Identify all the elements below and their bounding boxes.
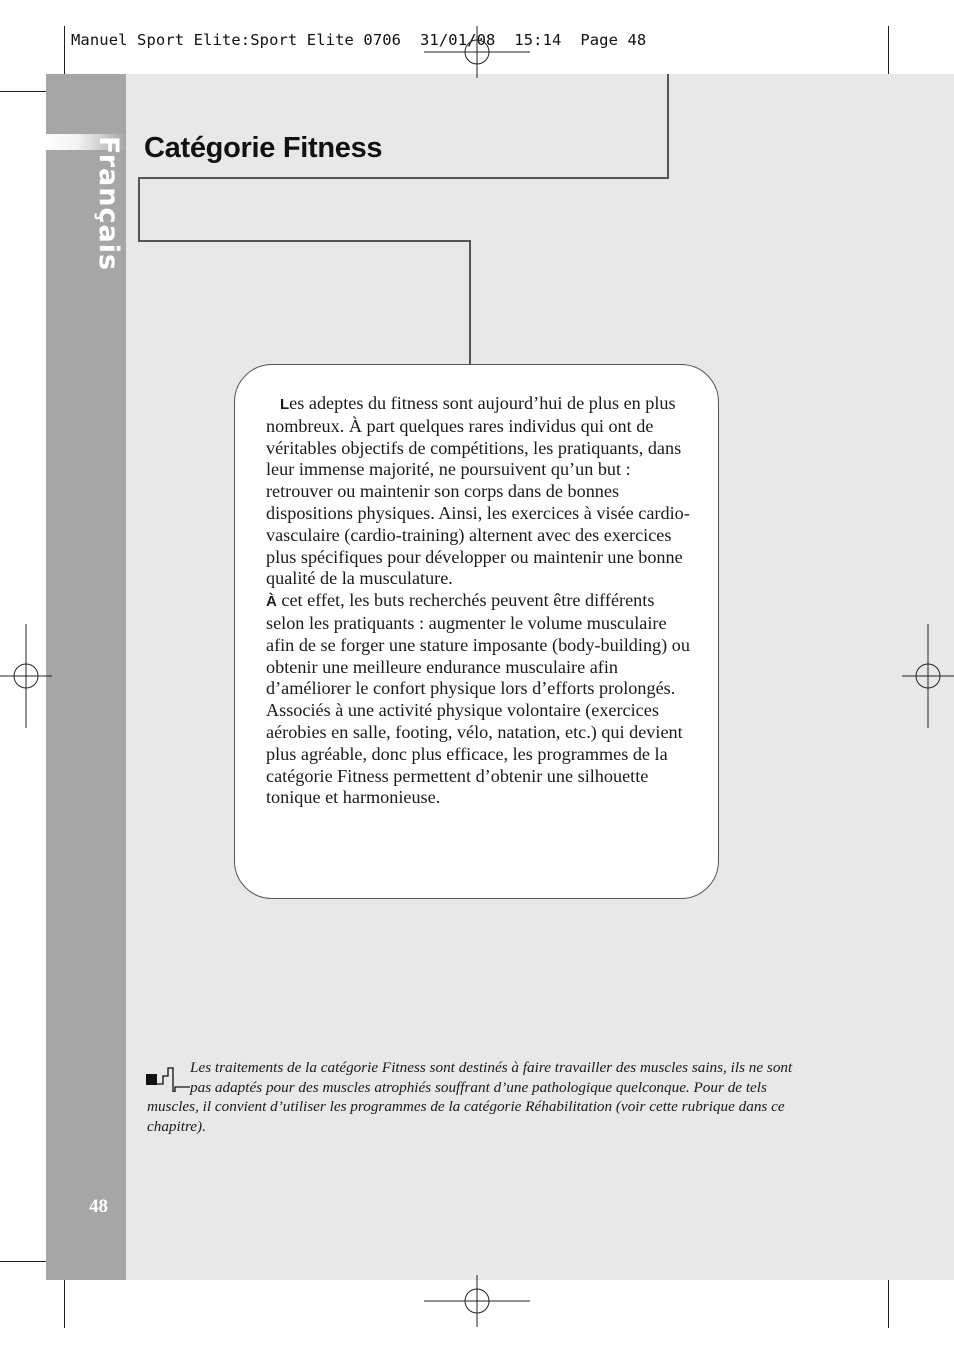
paragraph — [266, 590, 691, 809]
paragraph-text: es adeptes du fitness sont aujourd’hui de plus en plus nombreux. À part quelques rares individus qui ont de véritables objectifs de compétitions, les pratiquants, dans leur immense majorité, ne poursuivent qu’un but : retrouver ou maintenir son corps dans de bonnes dispositions physiques. Ainsi, les exercices à visée cardio-vasculaire (cardio-training) alternent avec des exercices plus spécifiques pour développer ou maintenir une bonne qualité de la musculature. — [266, 393, 690, 589]
crosshair-registration-icon — [902, 624, 954, 728]
initial-letter: L — [280, 396, 290, 413]
frame-line — [138, 240, 471, 242]
page-number: 48 — [89, 1196, 108, 1217]
crosshair-registration-icon — [424, 1275, 530, 1327]
frame-line — [138, 177, 669, 179]
crop-mark — [0, 91, 52, 92]
note-text — [147, 1058, 815, 1136]
frame-line — [469, 240, 471, 365]
frame-line — [138, 177, 140, 242]
language-label: Français — [93, 136, 124, 272]
note-icon-space — [147, 1058, 190, 1096]
paragraph — [266, 393, 691, 590]
crosshair-registration-icon — [424, 26, 530, 78]
initial-letter: À — [266, 593, 277, 611]
frame-line — [667, 74, 669, 179]
paragraph-text: cet effet, les buts recherchés peuvent être différents selon les pratiquants : augmenter le volume musculaire afin de se forger une stature imposante (body-building) ou obtenir une meilleure endurance musculaire afin d’améliorer le confort physique lors d’efforts prolongés. Associés à une activité physique volontaire (exercices aérobies en salle, footing, vélo, natation, etc.) qui devient plus agréable, donc plus efficace, les programmes de la catégorie Fitness permettent d’obtenir une silhouette tonique et harmonieuse. — [266, 590, 690, 808]
crop-mark — [888, 26, 889, 78]
body-text — [266, 393, 691, 809]
crop-mark — [64, 1276, 65, 1328]
crop-mark — [0, 1261, 52, 1262]
page-title: Catégorie Fitness — [144, 132, 383, 164]
note-content: Les traitements de la catégorie Fitness sont destinés à faire travailler des muscles sains, ils ne sont pas adaptés pour des muscles atrophiés souffrant d’une pathologique quelconque. Pour de tels muscles, il convient d’utiliser les programmes de la catégorie Réhabilitation (voir cette rubrique dans ce chapitre). — [147, 1059, 793, 1135]
crop-mark — [888, 1276, 889, 1328]
crop-mark — [64, 26, 65, 78]
crosshair-registration-icon — [0, 624, 52, 728]
print-slug-line: Manuel Sport Elite:Sport Elite 0706 31/01/08 15:14 Page 48 — [71, 31, 647, 49]
